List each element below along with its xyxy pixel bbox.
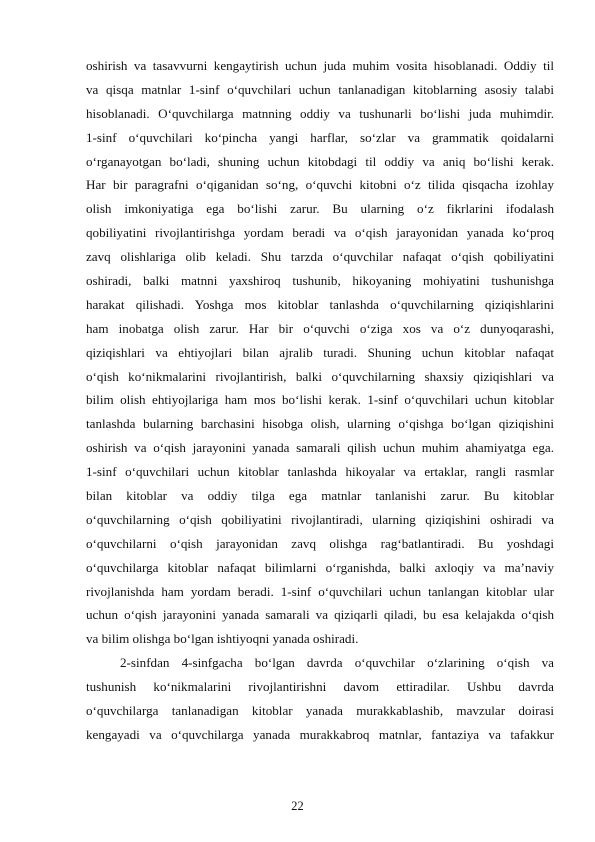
text-line: tanlashda bularning barchasini hisobga olish, ularning o‘qishga bo‘lgan qiziqishini bbox=[86, 416, 554, 432]
text-line: oshiradi, balki matnni yaxshiroq tushunib, hikoyaning mohiyatini tushunishga bbox=[86, 273, 554, 289]
text-line: tushunish ko‘nikmalarini rivojlantirishni davom ettiradilar. Ushbu davrda bbox=[86, 679, 554, 695]
text-line: o‘quvchilarga kitoblar nafaqat bilimlarni o‘rganishda, balki axloqiy va ma’naviy bbox=[86, 559, 554, 575]
text-line: zavq olishlariga olib keladi. Shu tarzda o‘quvchilar nafaqat o‘qish qobiliyatini bbox=[86, 249, 554, 265]
text-line: oshirish va tasavvurni kengaytirish uchun juda muhim vosita hisoblanadi. Oddiy til bbox=[86, 58, 554, 73]
text-line: o‘quvchilarga tanlanadigan kitoblar yanada murakkablashib, mavzular doirasi bbox=[86, 703, 554, 719]
text-line: o‘quvchilarning o‘qish qobiliyatini rivojlantiradi, ularning qiziqishini oshiradi va bbox=[86, 511, 554, 527]
text-line: o‘rganayotgan bo‘ladi, shuning uchun kitobdagi til oddiy va aniq bo‘lishi kerak. bbox=[86, 153, 554, 169]
text-line: harakat qilishadi. Yoshga mos kitoblar tanlashda o‘quvchilarning qiziqishlarini bbox=[86, 296, 554, 312]
text-line: 1-sinf o‘quvchilari uchun kitoblar tanlashda hikoyalar va ertaklar, rangli rasmlar bbox=[86, 464, 554, 480]
text-line: o‘quvchilarni o‘qish jarayonidan zavq olishga rag‘batlantiradi. Bu yoshdagi bbox=[86, 535, 554, 551]
text-line: bilan kitoblar va oddiy tilga ega matnlar tanlanishi zarur. Bu kitoblar bbox=[86, 488, 554, 504]
body-text bbox=[86, 54, 554, 747]
page-number: 22 bbox=[291, 799, 304, 813]
text-line: rivojlanishda ham yordam beradi. 1-sinf o‘quvchilari uchun tanlangan kitoblar ular bbox=[86, 583, 554, 599]
text-line: olish imkoniyatiga ega bo‘lishi zarur. Bu ularning o‘z fikrlarini ifodalash bbox=[86, 201, 554, 217]
paragraph-last-line: va bilim olishga bo‘lgan ishtiyoqni yanada oshiradi. bbox=[86, 631, 359, 647]
text-line: ham inobatga olish zarur. Har bir o‘quvchi o‘ziga xos va o‘z dunyoqarashi, bbox=[86, 320, 554, 336]
text-line: hisoblanadi. O‘quvchilarga matnning oddiy va tushunarli bo‘lishi juda muhimdir. bbox=[86, 105, 554, 121]
text-line: oshirish va o‘qish jarayonini yanada samarali qilish uchun muhim ahamiyatga ega. bbox=[86, 440, 554, 456]
text-line: bilim olish ehtiyojlariga ham mos bo‘lishi kerak. 1-sinf o‘quvchilari uchun kitoblar bbox=[86, 392, 554, 408]
text-line: uchun o‘qish jarayonini yanada samarali va qiziqarli qiladi, bu esa kelajakda o‘qish bbox=[86, 607, 554, 623]
text-line: 1-sinf o‘quvchilari ko‘pincha yangi harflar, so‘zlar va grammatik qoidalarni bbox=[86, 129, 554, 145]
text-line: kengayadi va o‘quvchilarga yanada murakkabroq matnlar, fantaziya va tafakkur bbox=[86, 726, 554, 742]
text-line: qobiliyatini rivojlantirishga yordam beradi va o‘qish jarayonidan yanada ko‘proq bbox=[86, 225, 554, 241]
text-line: Har bir paragrafni o‘qiganidan so‘ng, o‘quvchi kitobni o‘z tilida qisqacha izohlay bbox=[86, 177, 554, 193]
paragraph-first-line: 2-sinfdan 4-sinfgacha bo‘lgan davrda o‘quvchilar o‘zlarining o‘qish va bbox=[120, 655, 554, 671]
text-line: o‘qish ko‘nikmalarini rivojlantirish, balki o‘quvchilarning shaxsiy qiziqishlari va bbox=[86, 368, 554, 384]
text-line: qiziqishlari va ehtiyojlari bilan ajralib turadi. Shuning uchun kitoblar nafaqat bbox=[86, 344, 554, 360]
text-line: va qisqa matnlar 1-sinf o‘quvchilari uchun tanlanadigan kitoblarning asosiy talabi bbox=[86, 81, 554, 97]
